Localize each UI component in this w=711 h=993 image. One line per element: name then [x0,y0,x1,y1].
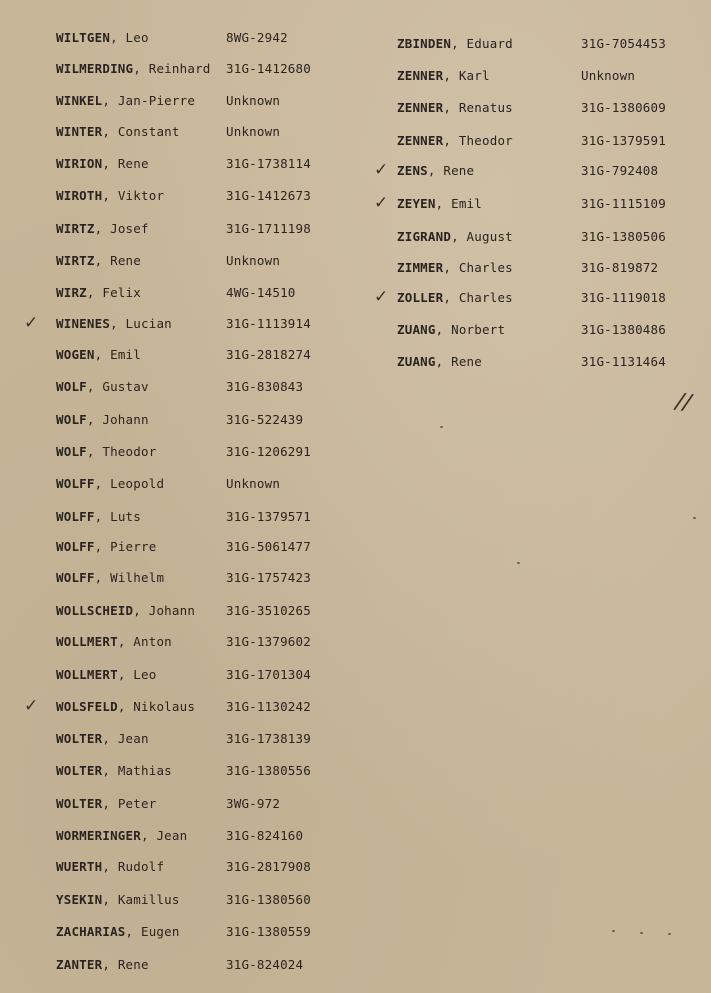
check-mark-icon: ✓ [24,313,39,333]
serial-number: 31G-7054453 [581,36,666,51]
name-separator: , [451,36,467,51]
person-given-name: Pierre [110,539,157,554]
person-surname: WOLLSCHEID [56,603,134,618]
serial-number: Unknown [226,93,281,108]
person-surname: WOGEN [56,347,95,362]
name-separator: , [110,30,126,45]
name-separator: , [125,924,141,939]
name-separator: , [443,260,459,275]
name-separator: , [102,763,118,778]
person-given-name: Kamillus [117,892,180,907]
serial-number: 31G-792408 [581,163,659,178]
person-given-name: Peter [117,796,157,811]
person-given-name: Karl [458,68,490,83]
person-given-name: August [466,229,513,244]
person-name [397,227,575,247]
person-name [397,258,575,278]
name-separator: , [451,229,467,244]
person-surname: ZEYEN [397,196,436,211]
person-surname: WOLLMERT [56,634,118,649]
person-given-name: Rene [451,354,482,369]
serial-number: Unknown [581,68,636,83]
person-given-name: Eugen [140,924,180,939]
person-surname: WOLFF [56,539,95,554]
person-surname: WILTGEN [56,30,111,45]
name-separator: , [94,539,111,554]
person-given-name: Leo [125,30,149,45]
person-surname: WINKEL [56,93,103,108]
person-given-name: Johann [148,603,196,618]
person-given-name: Eduard [466,36,513,51]
name-separator: , [435,322,452,337]
person-name [56,507,224,527]
person-name [56,345,224,365]
paper-speck [693,517,696,519]
person-surname: WIRZ [56,285,87,300]
paper-speck [612,930,615,932]
person-surname: WOLFF [56,509,95,524]
serial-number: 31G-1119018 [581,290,666,305]
name-separator: , [94,570,111,585]
person-given-name: Charles [458,260,513,275]
serial-number: 31G-830843 [226,379,304,394]
person-given-name: Charles [458,290,513,305]
person-given-name: Jean [156,828,188,843]
serial-number: 31G-1757423 [226,570,311,585]
person-given-name: Anton [133,634,172,649]
person-surname: ZENNER [397,100,444,115]
person-name [56,826,224,846]
serial-number: 31G-824024 [226,957,304,972]
name-separator: , [443,100,459,115]
person-given-name: Rudolf [117,859,165,874]
person-surname: WOLTER [56,763,103,778]
serial-number: 31G-3510265 [226,603,311,618]
person-surname: WIRTZ [56,221,95,236]
person-given-name: Mathias [117,763,172,778]
person-name [56,922,224,942]
person-name [56,28,224,48]
person-surname: ZACHARIAS [56,924,126,939]
person-surname: WILMERDING [56,61,134,76]
person-surname: WOLF [56,379,87,394]
serial-number: 31G-522439 [226,412,304,427]
serial-number: 31G-1379602 [226,634,311,649]
serial-number: 31G-824160 [226,828,304,843]
person-name [56,955,224,975]
person-name [56,474,224,494]
name-separator: , [102,892,118,907]
person-name [56,794,224,814]
name-separator: , [117,699,134,714]
serial-number: 31G-1701304 [226,667,311,682]
person-surname: WOLF [56,444,87,459]
name-separator: , [94,509,111,524]
name-separator: , [102,731,118,746]
serial-number: Unknown [226,124,281,139]
person-given-name: Lucian [125,316,172,331]
person-name [56,59,224,79]
person-surname: ZIGRAND [397,229,452,244]
name-separator: , [443,133,459,148]
name-separator: , [86,444,103,459]
person-surname: WUERTH [56,859,103,874]
paper-speck [440,426,443,428]
check-mark-icon: ✓ [374,193,389,213]
name-separator: , [435,354,452,369]
person-surname: WOLTER [56,731,103,746]
serial-number: 31G-1379571 [226,509,311,524]
person-name [56,154,224,174]
person-surname: WOLF [56,412,87,427]
person-name [56,568,224,588]
person-name [56,122,224,142]
person-given-name: Jan-Pierre [117,93,196,108]
check-mark-icon: ✓ [24,696,39,716]
person-name [397,161,575,181]
name-separator: , [443,290,459,305]
person-name [397,352,575,372]
person-given-name: Johann [102,412,149,427]
person-surname: ZANTER [56,957,103,972]
person-given-name: Emil [451,196,482,211]
person-surname: WIRION [56,156,103,171]
person-name [397,288,575,308]
name-separator: , [102,93,118,108]
serial-number: 3WG-972 [226,796,281,811]
person-name [397,320,575,340]
serial-number: 8WG-2942 [226,30,288,45]
person-given-name: Rene [110,253,141,268]
person-given-name: Viktor [117,188,165,203]
person-name [397,66,575,86]
serial-number: 31G-1380609 [581,100,666,115]
person-surname: WIRTZ [56,253,95,268]
name-separator: , [102,124,118,139]
name-separator: , [435,196,452,211]
person-given-name: Jean [117,731,149,746]
name-separator: , [102,859,118,874]
serial-number: 31G-1206291 [226,444,311,459]
person-given-name: Constant [117,124,180,139]
person-given-name: Leo [133,667,157,682]
person-given-name: Norbert [451,322,506,337]
person-name [56,697,224,717]
person-given-name: Rene [117,957,149,972]
person-surname: WOLLMERT [56,667,118,682]
person-given-name: Josef [110,221,149,236]
name-separator: , [117,634,134,649]
name-separator: , [117,667,134,682]
person-given-name: Luts [110,509,141,524]
person-surname: WINTER [56,124,103,139]
serial-number: 31G-1380559 [226,924,311,939]
serial-number: 31G-1130242 [226,699,311,714]
name-separator: , [94,221,111,236]
serial-number: 4WG-14510 [226,285,296,300]
name-separator: , [140,828,157,843]
name-separator: , [94,347,111,362]
person-given-name: Felix [102,285,141,300]
person-name [56,283,224,303]
serial-number: 31G-5061477 [226,539,311,554]
person-given-name: Nikolaus [133,699,196,714]
name-separator: , [86,412,103,427]
person-given-name: Leopold [110,476,165,491]
person-given-name: Rene [117,156,149,171]
person-surname: ZBINDEN [397,36,452,51]
person-name [56,410,224,430]
person-surname: WOLFF [56,570,95,585]
paper-speck [517,562,520,564]
person-name [56,761,224,781]
serial-number: 31G-819872 [581,260,659,275]
person-surname: YSEKIN [56,892,103,907]
serial-number: 31G-1115109 [581,196,666,211]
name-separator: , [133,603,149,618]
name-separator: , [110,316,126,331]
person-name [56,665,224,685]
serial-number: 31G-1379591 [581,133,666,148]
name-separator: , [133,61,149,76]
serial-number: 31G-2818274 [226,347,311,362]
serial-number: 31G-1738139 [226,731,311,746]
person-surname: ZENNER [397,68,444,83]
paper-speck [668,933,671,935]
person-surname: ZOLLER [397,290,444,305]
person-given-name: Renatus [458,100,513,115]
serial-number: 31G-1738114 [226,156,311,171]
person-name [56,219,224,239]
serial-number: Unknown [226,253,281,268]
person-name [397,194,575,214]
margin-slash-mark: // [674,389,693,416]
check-mark-icon: ✓ [374,287,389,307]
person-name [56,537,224,557]
person-name [56,251,224,271]
serial-number: Unknown [226,476,281,491]
person-given-name: Theodor [458,133,513,148]
person-name [56,890,224,910]
person-surname: WOLFF [56,476,95,491]
person-name [56,632,224,652]
name-separator: , [86,285,103,300]
person-surname: ZENS [397,163,428,178]
name-separator: , [94,476,111,491]
person-name [56,377,224,397]
serial-number: 31G-1380556 [226,763,311,778]
paper-speck [640,932,643,934]
serial-number: 31G-1380560 [226,892,311,907]
person-surname: WOLTER [56,796,103,811]
person-surname: WIROTH [56,188,103,203]
person-given-name: Gustav [102,379,149,394]
name-separator: , [102,957,118,972]
name-separator: , [102,188,118,203]
person-name [56,857,224,877]
person-name [56,91,224,111]
person-given-name: Emil [110,347,141,362]
name-separator: , [102,156,118,171]
serial-number: 31G-1412673 [226,188,311,203]
person-name [397,98,575,118]
serial-number: 31G-1412680 [226,61,311,76]
person-given-name: Reinhard [148,61,211,76]
person-surname: WOLSFELD [56,699,118,714]
person-surname: ZENNER [397,133,444,148]
person-given-name: Wilhelm [110,570,165,585]
serial-number: 31G-2817908 [226,859,311,874]
person-surname: WINENES [56,316,111,331]
person-name [56,314,224,334]
person-name [56,186,224,206]
serial-number: 31G-1380486 [581,322,666,337]
check-mark-icon: ✓ [374,160,389,180]
name-separator: , [102,796,118,811]
serial-number: 31G-1131464 [581,354,666,369]
name-separator: , [427,163,444,178]
serial-number: 31G-1380506 [581,229,666,244]
name-separator: , [94,253,111,268]
person-surname: ZIMMER [397,260,444,275]
serial-number: 31G-1711198 [226,221,311,236]
person-name [56,442,224,462]
person-given-name: Rene [443,163,475,178]
person-surname: WORMERINGER [56,828,141,843]
serial-number: 31G-1113914 [226,316,311,331]
name-separator: , [86,379,103,394]
person-name [56,729,224,749]
name-separator: , [443,68,459,83]
person-surname: ZUANG [397,354,436,369]
person-name [397,131,575,151]
person-given-name: Theodor [102,444,157,459]
person-name [397,34,575,54]
person-name [56,601,224,621]
person-surname: ZUANG [397,322,436,337]
